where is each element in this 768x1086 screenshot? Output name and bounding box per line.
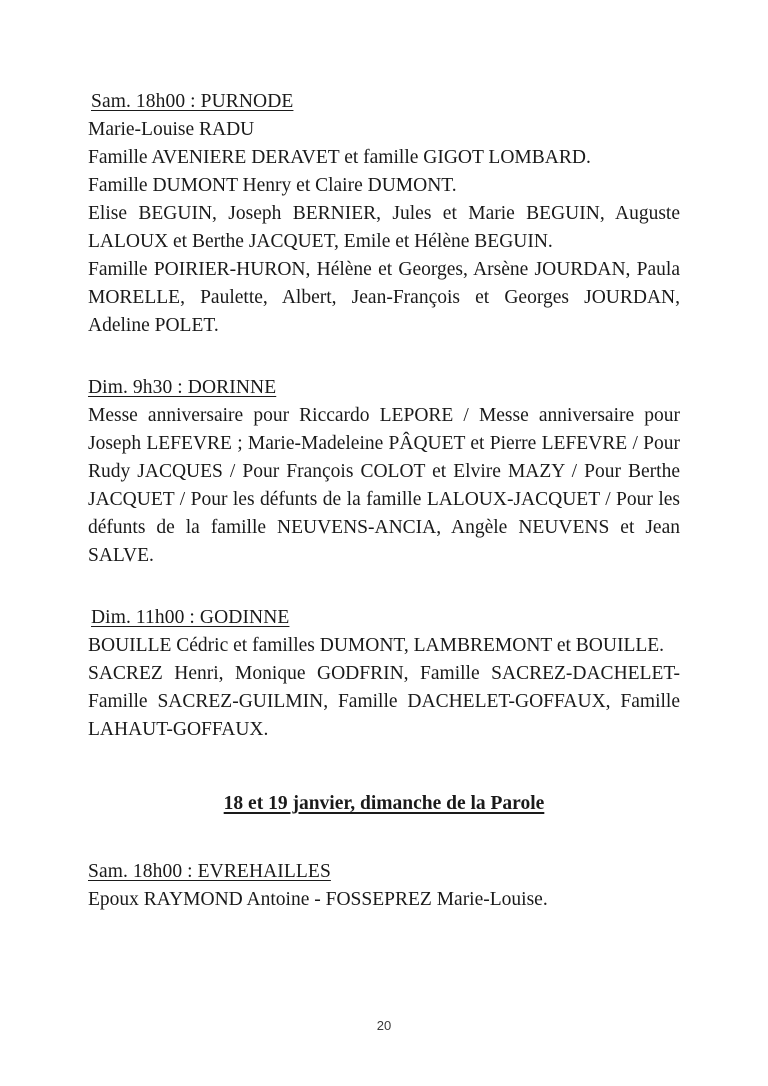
page-content — [88, 88, 680, 914]
mass-heading-evrehailles: Sam. 18h00 : EVREHAILLES — [88, 861, 331, 882]
mass-line: Messe anniversaire pour Riccardo LEPORE / Messe anniversaire pour Joseph LEFEVRE ; Marie-Madeleine PÂQUET et Pierre LEFEVRE / Pour Rudy JACQUES / Pour François COLOT et Elvire MAZY / Pour Berthe JACQUET / Pour les défunts de la famille LALOUX-JACQUET / Pour les défunts de la famille NEUVENS-ANCIA, Angèle NEUVENS et Jean SALVE. — [88, 405, 680, 566]
mass-line: BOUILLE Cédric et familles DUMONT, LAMBREMONT et BOUILLE. — [88, 635, 665, 656]
page-number: 20 — [376, 1018, 392, 1033]
section-date-heading: 18 et 19 janvier, dimanche de la Parole — [223, 793, 545, 814]
mass-line: Elise BEGUIN, Joseph BERNIER, Jules et Marie BEGUIN, Auguste LALOUX et Berthe JACQUET, Emile et Hélène BEGUIN. — [88, 203, 680, 252]
mass-line: Famille POIRIER-HURON, Hélène et Georges, Arsène JOURDAN, Paula MORELLE, Paulette, Albert, Jean-François et Georges JOURDAN, Adeline POLET. — [88, 259, 680, 336]
mass-heading-godinne: Dim. 11h00 : GODINNE — [91, 607, 290, 628]
mass-line: Famille AVENIERE DERAVET et famille GIGOT LOMBARD. — [88, 147, 591, 168]
mass-block-dorinne — [88, 374, 680, 570]
mass-block-evrehailles — [88, 858, 680, 914]
mass-line: Marie-Louise RADU — [88, 119, 255, 140]
mass-heading-purnode: Sam. 18h00 : PURNODE — [91, 91, 294, 112]
mass-heading-dorinne: Dim. 9h30 : DORINNE — [88, 377, 277, 398]
mass-block-purnode — [88, 88, 680, 340]
mass-line: SACREZ Henri, Monique GODFRIN, Famille SACREZ-DACHELET-Famille SACREZ-GUILMIN, Famille DACHELET-GOFFAUX, Famille LAHAUT-GOFFAUX. — [88, 663, 680, 740]
mass-line: Famille DUMONT Henry et Claire DUMONT. — [88, 175, 457, 196]
mass-line: Epoux RAYMOND Antoine - FOSSEPREZ Marie-Louise. — [88, 889, 548, 910]
mass-block-godinne — [88, 604, 680, 744]
